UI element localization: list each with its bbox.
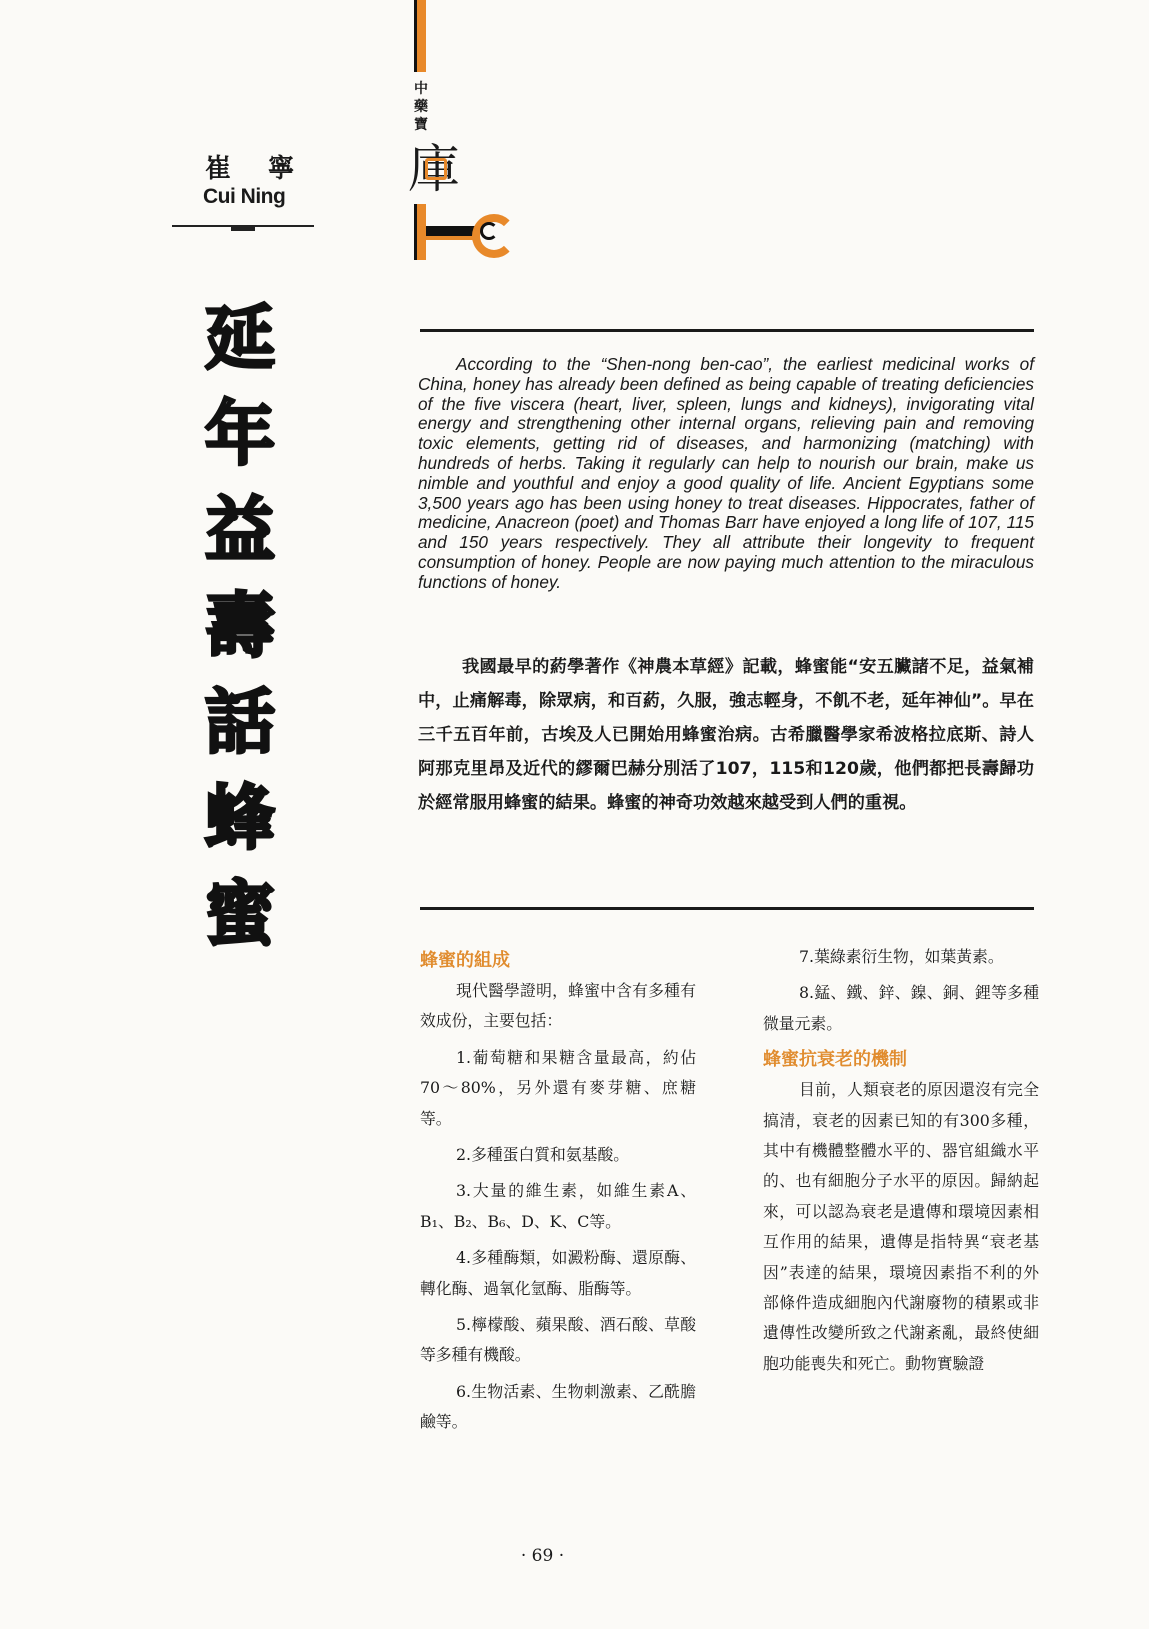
column-logo-crossbar <box>426 226 476 236</box>
lead-paragraph-chinese: 我國最早的葯學著作《神農本草經》記載，蜂蜜能“安五臟諸不足，益氣補中，止痛解毒，除眾病，和百葯，久服，強志輕身，不飢不老，延年神仙”。早在三千五百年前，古埃及人已開始用蜂蜜治病。古希臘醫學家希波格拉底斯、詩人阿那克里昂及近代的繆爾巴赫分別活了107，115和120歲，他們都把長壽歸功於經常服用蜂蜜的結果。蜂蜜的神奇功效越來越受到人們的重視。 <box>418 657 1034 813</box>
column-logo-c-inner <box>480 222 498 240</box>
list-item: 4.多種酶類，如澱粉酶、還原酶、轉化酶、過氧化氫酶、脂酶等。 <box>420 1248 696 1298</box>
column-logo-accent <box>425 158 447 180</box>
list-item: 7.葉綠素衍生物，如葉黃素。 <box>799 947 1004 966</box>
list-item: 2.多種蛋白質和氨基酸。 <box>456 1145 630 1165</box>
section-intro: 現代醫學證明，蜂蜜中含有多種有效成份，主要包括： <box>420 981 696 1031</box>
divider-top <box>420 329 1034 332</box>
author-divider-mark <box>231 225 255 231</box>
section-heading-composition: 蜂蜜的組成 <box>420 950 510 971</box>
divider-bottom <box>420 907 1034 910</box>
column-logo-crossbar-accent <box>426 236 476 240</box>
section-body: 目前，人類衰老的原因還沒有完全搞清，衰老的因素已知的有300多種，其中有機體整體水平的、器官組織水平的、也有細胞分子水平的原因。歸納起來，可以認為衰老是遺傳和環境因素相互作用的結果，遺傳是指特異“衰老基因”表達的結果，環境因素指不利的外部條件造成細胞內代謝廢物的積累或非遺傳性改變所致之代謝紊亂，最終使細胞功能喪失和死亡。動物實驗證 <box>763 1080 1039 1373</box>
list-item: 6.生物活素、生物刺激素、乙酰膽鹼等。 <box>420 1381 696 1432</box>
body-column-left <box>420 946 696 1438</box>
column-logo-character: 庫 <box>408 140 461 200</box>
list-item: 5.檸檬酸、蘋果酸、酒石酸、草酸等多種有機酸。 <box>420 1315 696 1365</box>
author-name-chinese: 崔 寧 <box>205 154 309 184</box>
abstract-english: According to the “Shen-nong ben-cao”, the earliest medicinal works of China, honey has already been defined as being capable of treating deficiencies of the five viscera (heart, liver, spleen, lungs and kidneys), invigorating vital energy and strengthening other internal organs, relieving pain and removing toxic elements, getting rid of diseases, and harmonizing (matching) with hundreds of herbs. Taking it regularly can help to nourish our brain, make us nimble and youthful and enjoy a good quality of life. Ancient Egyptians some 3,500 years ago has been using honey to treat diseases. Hippocrates, father of medicine, Anacreon (poet) and Thomas Barr have enjoyed a long life of 107, 115 and 150 years respectively. They all attribute their longevity to frequent consumption of honey. People are now paying much attention to the miraculous functions of honey. <box>418 354 1034 592</box>
list-item: 8.錳、鐵、鋅、鎳、銅、鋰等多種微量元素。 <box>763 983 1039 1033</box>
body-column-right <box>763 942 1039 1379</box>
article-title: 延年益壽話蜂蜜 <box>205 297 275 955</box>
column-logo-bar-bottom <box>414 204 426 260</box>
column-logo-bar-top <box>414 0 426 72</box>
column-name: 中藥寶 <box>414 81 428 133</box>
list-item: 1.葡萄糖和果糖含量最高，約佔70〜80%，另外還有麥芽糖、庶糖等。 <box>420 1047 696 1128</box>
section-heading-anti-aging: 蜂蜜抗衰老的機制 <box>763 1049 907 1071</box>
list-item: 3.大量的維生素，如維生素A、B₁、B₂、B₆、D、K、C等。 <box>420 1181 696 1231</box>
page-number: · 69 · <box>520 1546 565 1566</box>
author-name-english: Cui Ning <box>203 185 286 208</box>
